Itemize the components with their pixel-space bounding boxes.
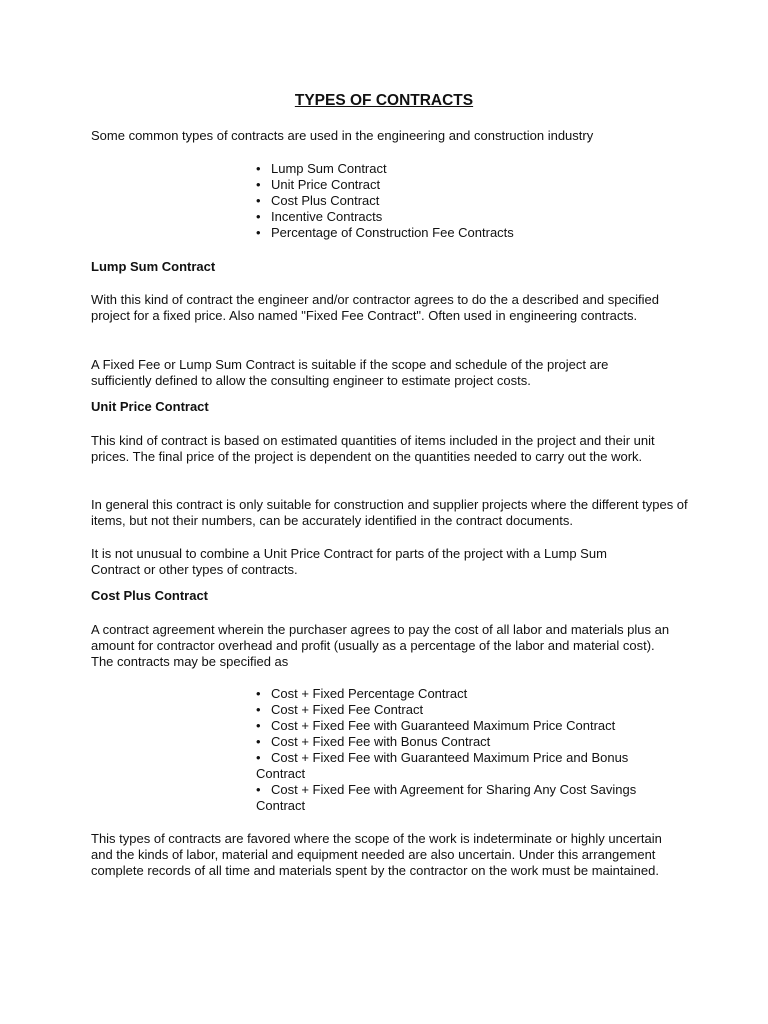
list-item: • Cost Plus Contract: [256, 193, 380, 208]
bullet-icon: •: [256, 193, 261, 208]
bullet-icon: •: [256, 177, 261, 192]
bullet-icon: •: [256, 734, 261, 749]
unit-price-paragraph-2: In general this contract is only suitable for construction and supplier projects where the different types of items, but not their numbers, can be accurately identified in the contract documents.: [91, 497, 688, 528]
list-item: • Cost + Fixed Fee Contract: [256, 702, 424, 717]
unit-price-heading: Unit Price Contract: [91, 399, 209, 414]
bullet-icon: •: [256, 702, 261, 717]
cost-plus-list: [256, 686, 666, 814]
list-item: • Lump Sum Contract: [256, 161, 387, 176]
list-item: • Cost + Fixed Fee with Guaranteed Maximum Price Contract: [256, 718, 616, 733]
contract-types-list: [256, 161, 676, 241]
unit-price-paragraph-1: This kind of contract is based on estimated quantities of items included in the project and their unit prices. The final price of the project is dependent on the quantities needed to carry out the work.: [91, 433, 655, 464]
bullet-icon: •: [256, 750, 261, 765]
lump-sum-paragraph-2: A Fixed Fee or Lump Sum Contract is suitable if the scope and schedule of the project are sufficiently defined to allow the consulting engineer to estimate project costs.: [91, 357, 609, 388]
bullet-icon: •: [256, 782, 261, 797]
list-item: • Percentage of Construction Fee Contracts: [256, 225, 514, 240]
list-item: • Cost + Fixed Fee with Guaranteed Maximum Price and Bonus Contract: [256, 750, 629, 781]
list-item: • Cost + Fixed Fee with Bonus Contract: [256, 734, 491, 749]
document-title: TYPES OF CONTRACTS: [294, 92, 474, 109]
bullet-icon: •: [256, 225, 261, 240]
cost-plus-paragraph-2: This types of contracts are favored where the scope of the work is indeterminate or highly uncertain and the kinds of labor, material and equipment needed are also uncertain. Under this arrangement complete records of all time and materials spent by the contractor on the work must be maintained.: [91, 831, 662, 878]
intro-paragraph: Some common types of contracts are used in the engineering and construction industry: [91, 128, 594, 143]
list-item: • Cost + Fixed Fee with Agreement for Sharing Any Cost Savings Contract: [256, 782, 637, 813]
bullet-icon: •: [256, 161, 261, 176]
bullet-icon: •: [256, 686, 261, 701]
list-item: • Cost + Fixed Percentage Contract: [256, 686, 468, 701]
lump-sum-heading: Lump Sum Contract: [91, 259, 216, 274]
cost-plus-heading: Cost Plus Contract: [91, 588, 209, 603]
lump-sum-paragraph-1: With this kind of contract the engineer and/or contractor agrees to do the a described and specified project for a fixed price. Also named "Fixed Fee Contract". Often used in engineering contracts.: [91, 292, 660, 323]
cost-plus-paragraph-1: A contract agreement wherein the purchaser agrees to pay the cost of all labor and materials plus an amount for contractor overhead and profit (usually as a percentage of the labor and material cost). The contracts may be specified as: [91, 622, 670, 669]
list-item: • Incentive Contracts: [256, 209, 383, 224]
unit-price-paragraph-3: It is not unusual to combine a Unit Price Contract for parts of the project with a Lump Sum Contract or other types of contracts.: [91, 546, 607, 577]
bullet-icon: •: [256, 209, 261, 224]
list-item: • Unit Price Contract: [256, 177, 381, 192]
bullet-icon: •: [256, 718, 261, 733]
